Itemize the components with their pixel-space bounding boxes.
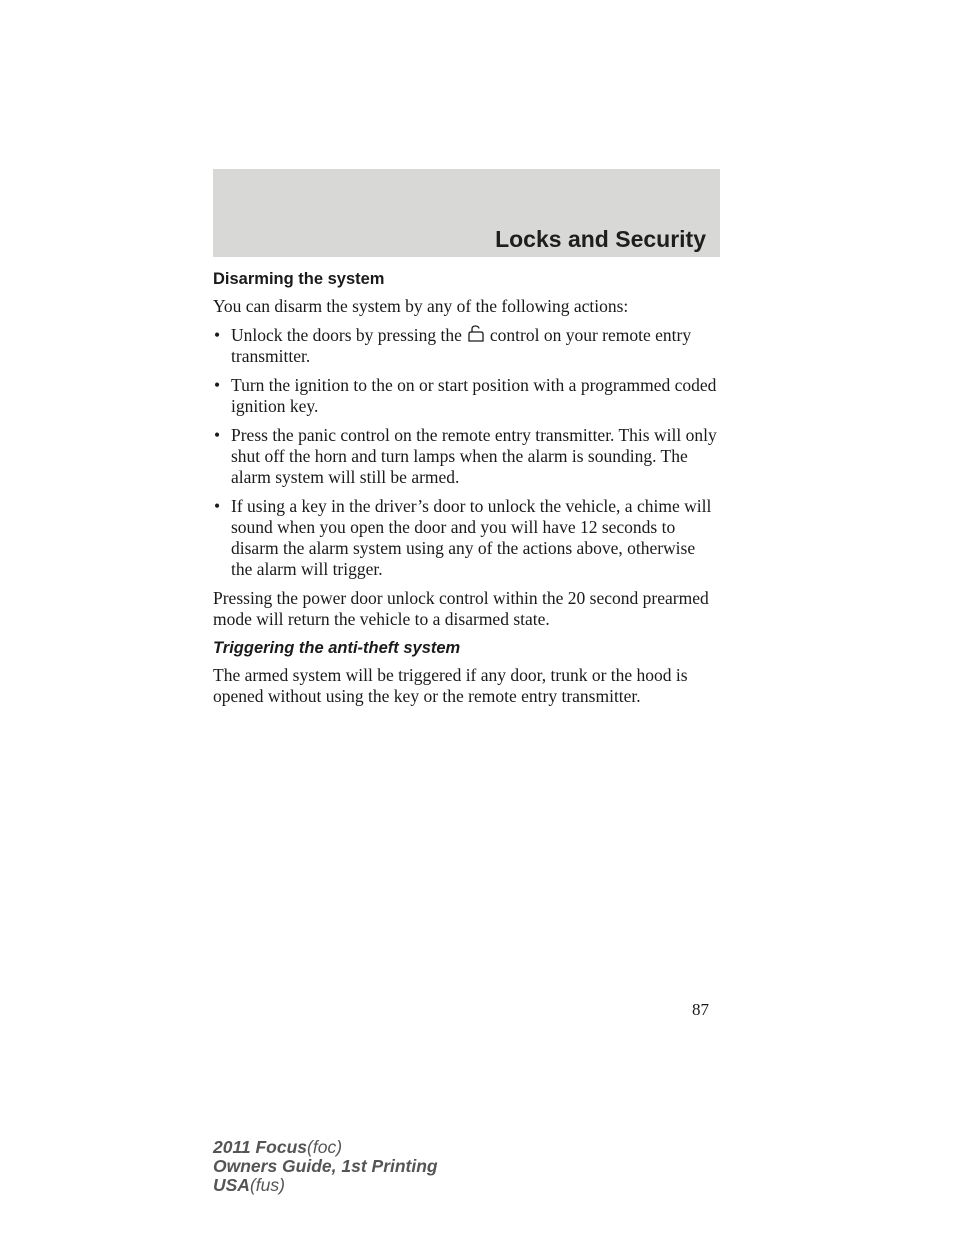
bullet-text-post: control on your remote entry transmitter. <box>231 325 692 366</box>
page-content <box>213 269 720 715</box>
footer-region-code: (fus) <box>249 1175 285 1195</box>
footer-model: 2011 Focus <box>213 1137 308 1157</box>
footer-line-2: Owners Guide, 1st Printing <box>213 1156 438 1176</box>
heading-disarming: Disarming the system <box>213 270 385 288</box>
disarming-intro: You can disarm the system by any of the following actions: <box>213 296 629 316</box>
disarming-after: Pressing the power door unlock control within the 20 second prearmed mode will return the vehicle to a disarmed state. <box>213 588 709 629</box>
list-item: • If using a key in the driver’s door to unlock the vehicle, a chime will sound when you open the door and you will have 12 seconds to disarm the alarm system using any of the actions above, otherwise the alarm will trigger. <box>213 496 720 580</box>
bullet-text-pre: Unlock the doors by pressing the <box>231 325 462 345</box>
page-number: 87 <box>692 1000 709 1019</box>
heading-triggering: Triggering the anti-theft system <box>213 639 461 657</box>
list-item: • Press the panic control on the remote entry transmitter. This will only shut off the horn and turn lamps when the alarm is sounding. The alarm system will still be armed. <box>213 425 720 488</box>
list-item <box>213 325 720 367</box>
section-title: Locks and Security <box>495 226 706 252</box>
triggering-body: The armed system will be triggered if any door, trunk or the hood is opened without using the key or the remote entry transmitter. <box>213 665 688 706</box>
unlock-icon <box>464 325 486 343</box>
footer-model-code: (foc) <box>307 1137 343 1157</box>
footer <box>213 1138 438 1195</box>
section-header-band <box>213 169 720 257</box>
footer-region: USA <box>213 1175 250 1195</box>
footer-line-1 <box>213 1138 438 1157</box>
footer-line-3 <box>213 1176 438 1195</box>
list-item: • Turn the ignition to the on or start position with a programmed coded ignition key. <box>213 375 720 417</box>
disarm-actions-list <box>213 325 720 580</box>
